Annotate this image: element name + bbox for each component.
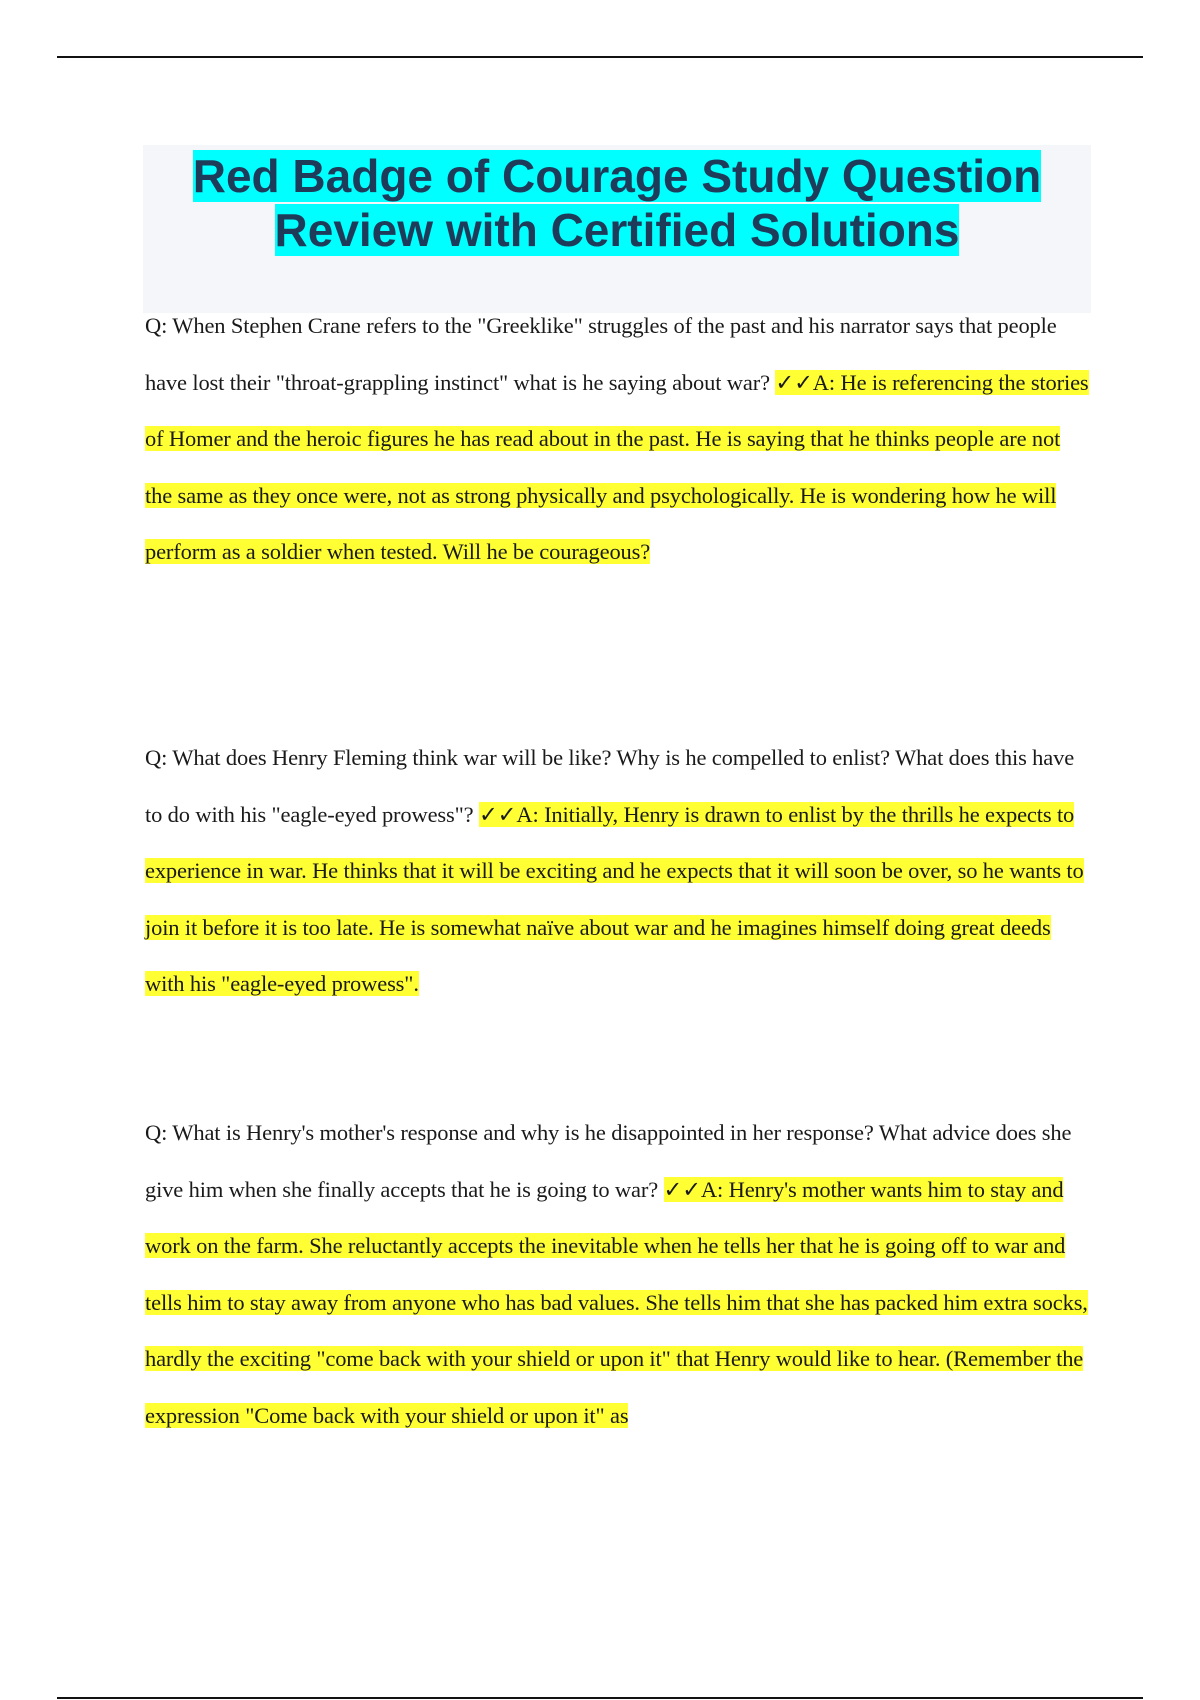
document-title	[143, 145, 1091, 257]
bottom-rule	[57, 1697, 1143, 1699]
question-text: Q: What is Henry's mother's response and why is he disappointed in her response? What advice does she give him when she finally accepts that he is going to war?	[145, 1120, 1072, 1202]
title-line-2: Review with Certified Solutions	[274, 204, 960, 256]
qa-block	[145, 730, 1090, 1013]
qa-block	[145, 298, 1090, 581]
answer-text: ✓✓A: He is referencing the stories of Homer and the heroic figures he has read about in the past. He is saying that he thinks people are not the same as they once were, not as strong physically and psychologically. He is wondering how he will perform as a soldier when tested. Will he be courageous?	[145, 369, 1089, 564]
title-banner	[143, 145, 1091, 313]
title-line-1: Red Badge of Courage Study Question	[192, 150, 1042, 202]
answer-text: ✓✓A: Initially, Henry is drawn to enlist by the thrills he expects to experience in war. He thinks that it will be exciting and he expects that it will soon be over, so he wants to join it before it is too late. He is somewhat naïve about war and he imagines himself doing great deeds with his "eagle-eyed prowess".	[145, 801, 1084, 996]
qa-block	[145, 1105, 1090, 1444]
top-rule	[57, 56, 1143, 58]
question-text: Q: When Stephen Crane refers to the "Greeklike" struggles of the past and his narrator says that people have lost their "throat-grappling instinct" what is he saying about war?	[145, 313, 1057, 395]
answer-text: ✓✓A: Henry's mother wants him to stay and work on the farm. She reluctantly accepts the inevitable when he tells her that he is going off to war and tells him to stay away from anyone who has bad values. She tells him that she has packed him extra socks, hardly the exciting "come back with your shield or upon it" that Henry would like to hear. (Remember the expression "Come back with your shield or upon it" as	[145, 1176, 1088, 1428]
question-text: Q: What does Henry Fleming think war will be like? Why is he compelled to enlist? What does this have to do with his "eagle-eyed prowess"?	[145, 745, 1075, 827]
